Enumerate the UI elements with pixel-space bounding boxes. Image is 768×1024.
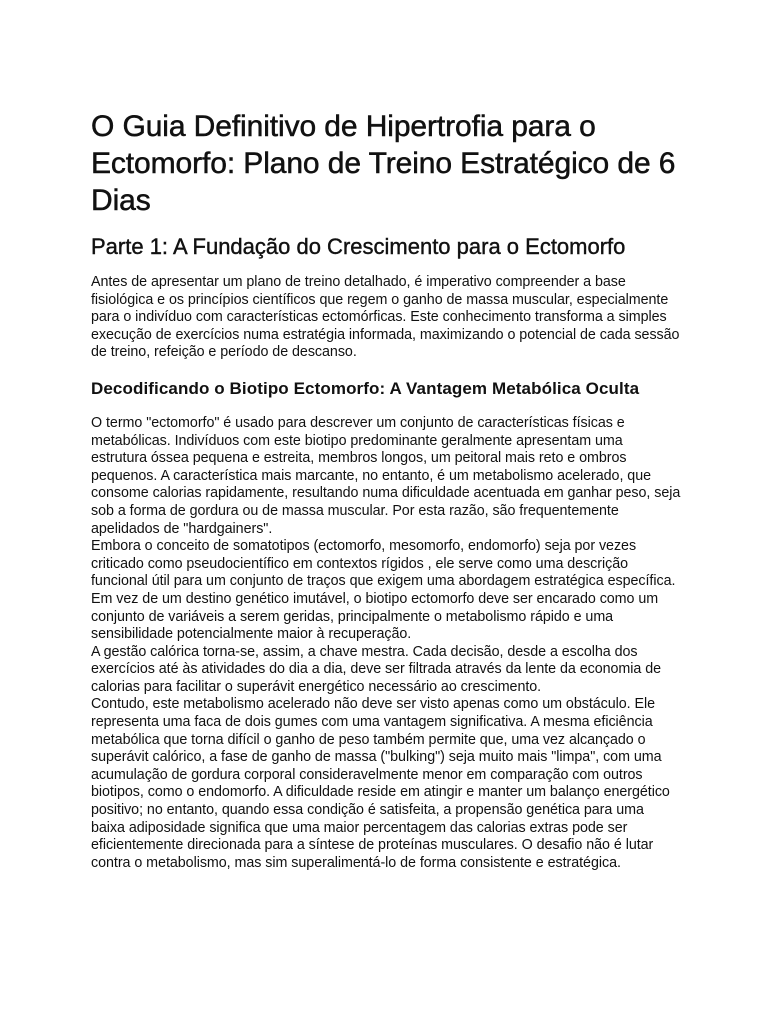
- body-paragraph-3: A gestão calórica torna-se, assim, a chave mestra. Cada decisão, desde a escolha dos exercícios até às atividades do dia a dia, deve ser filtrada através da lente da economia de calorias para facilitar o superávit energético necessário ao crescimento.: [91, 643, 662, 695]
- body-paragraph-4: Contudo, este metabolismo acelerado não deve ser visto apenas como um obstáculo. Ele representa uma faca de dois gumes com uma vantagem significativa. A mesma eficiência metabólica que torna difícil o ganho de peso também permite que, uma vez alcançado o superávit calórico, a fase de ganho de massa ("bulking") seja muito mais "limpa", com uma acumulação de gordura corporal consideravelmente menor em comparação com outros biotipos, como o endomorfo. A dificuldade reside em atingir e manter um balanço energético positivo; no entanto, quando essa condição é satisfeita, a propensão genética para uma baixa adiposidade significa que uma maior percentagem das calorias extras pode ser eficientemente direcionada para a síntese de proteínas musculares. O desafio não é lutar contra o metabolismo, mas sim superalimentá-lo de forma consistente e estratégica.: [91, 696, 670, 871]
- section-heading: Decodificando o Biotipo Ectomorfo: A Vantagem Metabólica Oculta: [91, 378, 640, 398]
- document-page: [91, 108, 681, 872]
- body-paragraph-1: O termo "ectomorfo" é usado para descrever um conjunto de características físicas e metabólicas. Indivíduos com este biotipo predominante geralmente apresentam uma estrutura óssea pequena e estreita, membros longos, um peitoral mais reto e ombros pequenos. A característica mais marcante, no entanto, é um metabolismo acelerado, que consome calorias rapidamente, resultando numa dificuldade acentuada em ganhar peso, seja sob a forma de gordura ou de massa muscular. Por esta razão, são frequentemente apelidados de "hardgainers".: [91, 414, 681, 537]
- body-paragraph-2: Embora o conceito de somatotipos (ectomorfo, mesomorfo, endomorfo) seja por vezes criticado como pseudocientífico em contextos rígidos , ele serve como uma descrição funcional útil para um conjunto de traços que exigem uma abordagem estratégica específica. Em vez de um destino genético imutável, o biotipo ectomorfo deve ser encarado como um conjunto de variáveis a serem geridas, principalmente o metabolismo rápido e uma sensibilidade potencialmente maior à recuperação.: [91, 538, 676, 643]
- intro-paragraph: Antes de apresentar um plano de treino detalhado, é imperativo compreender a base fisiológica e os princípios científicos que regem o ganho de massa muscular, especialmente para o indivíduo com características ectomórficas. Este conhecimento transforma a simples execução de exercícios numa estratégia informada, maximizando o potencial de cada sessão de treino, refeição e período de descanso.: [91, 274, 680, 361]
- part-heading: Parte 1: A Fundação do Crescimento para o Ectomorfo: [91, 234, 626, 259]
- document-title: O Guia Definitivo de Hipertrofia para o Ectomorfo: Plano de Treino Estratégico de 6 Dias: [91, 110, 676, 217]
